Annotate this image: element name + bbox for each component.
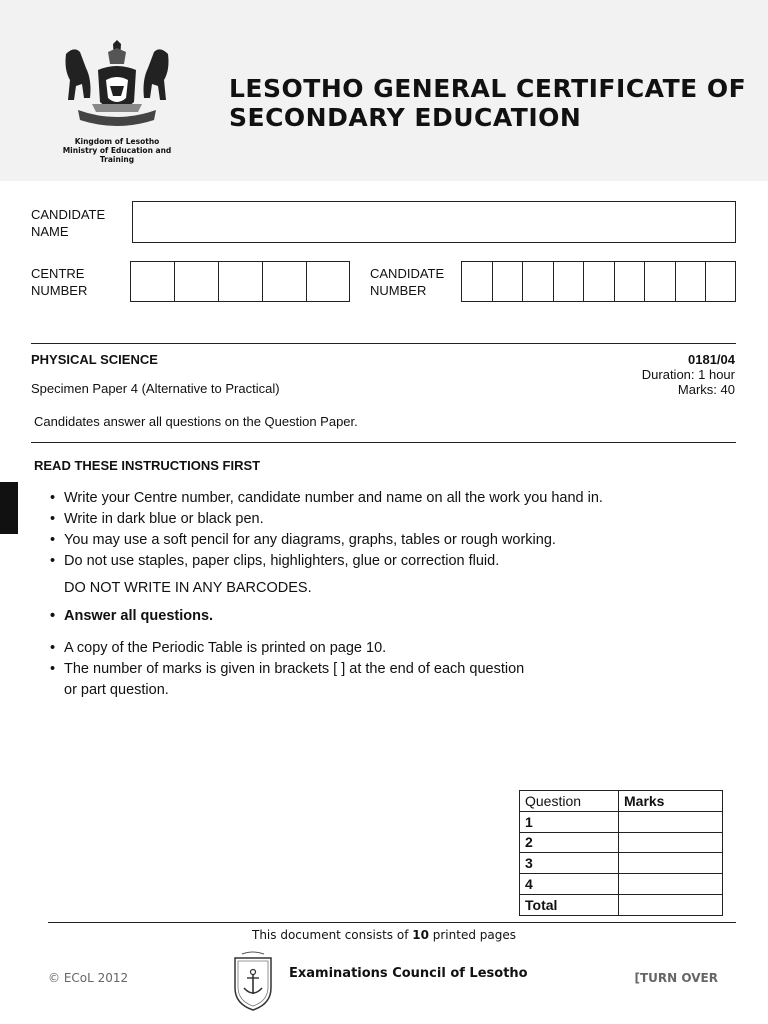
barcode-warning: DO NOT WRITE IN ANY BARCODES. bbox=[64, 580, 312, 596]
council-shield-icon bbox=[232, 950, 274, 1012]
bullet-icon: • bbox=[50, 661, 56, 677]
instruction-text: You may use a soft pencil for any diagrams, graphs, tables or rough working. bbox=[64, 532, 556, 548]
bullet-icon: • bbox=[50, 640, 56, 656]
crest-caption-ministry: Ministry of Education and Training bbox=[62, 146, 172, 164]
total-label: Total bbox=[520, 894, 619, 915]
page-count-suffix: printed pages bbox=[428, 928, 516, 942]
candidates-note: Candidates answer all questions on the Question Paper. bbox=[34, 414, 358, 429]
table-row bbox=[520, 894, 723, 915]
bullet-icon: • bbox=[50, 511, 56, 527]
candidate-digit-box[interactable] bbox=[676, 262, 707, 301]
centre-number-label-line2: NUMBER bbox=[31, 283, 88, 298]
bullet-icon: • bbox=[50, 490, 56, 506]
table-row bbox=[520, 832, 723, 853]
list-item bbox=[50, 606, 730, 627]
subject-title: PHYSICAL SCIENCE bbox=[31, 352, 158, 367]
list-item bbox=[50, 488, 730, 509]
marks-column-header: Marks bbox=[619, 791, 723, 812]
marks-cell[interactable] bbox=[619, 853, 723, 874]
marks-cell[interactable] bbox=[619, 894, 723, 915]
instruction-text: Write in dark blue or black pen. bbox=[64, 511, 264, 527]
centre-digit-box[interactable] bbox=[219, 262, 263, 301]
candidate-digit-box[interactable] bbox=[645, 262, 676, 301]
table-row bbox=[520, 811, 723, 832]
duration: Duration: 1 hour bbox=[641, 367, 735, 382]
bullet-icon: • bbox=[50, 553, 56, 569]
question-number: 3 bbox=[520, 853, 619, 874]
table-row bbox=[520, 874, 723, 895]
marks-cell[interactable] bbox=[619, 874, 723, 895]
question-number: 1 bbox=[520, 811, 619, 832]
coat-of-arms-icon bbox=[58, 40, 176, 136]
copyright: © ECoL 2012 bbox=[48, 971, 129, 985]
centre-digit-box[interactable] bbox=[175, 262, 219, 301]
turn-over: [TURN OVER bbox=[634, 971, 718, 985]
candidate-number-label-line2: NUMBER bbox=[370, 283, 427, 298]
divider bbox=[31, 442, 736, 443]
page-count: 10 bbox=[412, 928, 429, 942]
candidate-name-label bbox=[31, 206, 105, 240]
question-column-header: Question bbox=[520, 791, 619, 812]
divider bbox=[31, 343, 736, 344]
instructions-list-1 bbox=[50, 488, 730, 572]
candidate-digit-box[interactable] bbox=[706, 262, 735, 301]
candidate-digit-box[interactable] bbox=[615, 262, 646, 301]
instruction-continuation: or part question. bbox=[64, 682, 169, 698]
instructions-list-2 bbox=[50, 638, 730, 680]
table-row bbox=[520, 853, 723, 874]
centre-number-label bbox=[31, 265, 87, 299]
candidate-name-label-line2: NAME bbox=[31, 224, 69, 239]
total-marks: Marks: 40 bbox=[677, 382, 735, 397]
instruction-text: A copy of the Periodic Table is printed on page 10. bbox=[64, 640, 387, 656]
candidate-number-field[interactable] bbox=[461, 261, 736, 302]
answer-all-text: Answer all questions. bbox=[64, 608, 214, 624]
candidate-digit-box[interactable] bbox=[462, 262, 493, 301]
marks-cell[interactable] bbox=[619, 832, 723, 853]
page-title bbox=[229, 74, 746, 132]
side-marker bbox=[0, 482, 18, 534]
instructions-heading: READ THESE INSTRUCTIONS FIRST bbox=[34, 458, 261, 473]
paper-code: 0181/04 bbox=[688, 352, 735, 367]
crest-caption-kingdom: Kingdom of Lesotho bbox=[74, 137, 160, 146]
page-count-prefix: This document consists of bbox=[252, 928, 413, 942]
bullet-icon: • bbox=[50, 608, 56, 624]
title-line-1: LESOTHO GENERAL CERTIFICATE OF bbox=[229, 74, 747, 103]
list-item bbox=[50, 509, 730, 530]
candidate-digit-box[interactable] bbox=[554, 262, 585, 301]
instruction-text: Do not use staples, paper clips, highlighters, glue or correction fluid. bbox=[64, 553, 500, 569]
candidate-digit-box[interactable] bbox=[584, 262, 615, 301]
instruction-text: Write your Centre number, candidate number and name on all the work you hand in. bbox=[64, 490, 603, 506]
candidate-digit-box[interactable] bbox=[493, 262, 524, 301]
instructions-list-answer bbox=[50, 606, 730, 627]
page-count-note bbox=[0, 928, 768, 942]
specimen-label: Specimen Paper 4 (Alternative to Practical) bbox=[31, 381, 280, 396]
candidate-name-label-line1: CANDIDATE bbox=[31, 207, 106, 222]
header-band bbox=[0, 0, 768, 181]
footer-divider bbox=[48, 922, 736, 923]
centre-digit-box[interactable] bbox=[307, 262, 349, 301]
instruction-text: The number of marks is given in brackets [ ] at the end of each question bbox=[64, 661, 525, 677]
marks-cell[interactable] bbox=[619, 811, 723, 832]
candidate-number-label-line1: CANDIDATE bbox=[370, 266, 445, 281]
centre-number-label-line1: CENTRE bbox=[31, 266, 85, 281]
bullet-icon: • bbox=[50, 532, 56, 548]
candidate-digit-box[interactable] bbox=[523, 262, 554, 301]
centre-digit-box[interactable] bbox=[263, 262, 307, 301]
candidate-number-label bbox=[370, 265, 444, 299]
candidate-name-field[interactable] bbox=[132, 201, 736, 243]
council-name: Examinations Council of Lesotho bbox=[289, 966, 528, 981]
centre-digit-box[interactable] bbox=[131, 262, 175, 301]
centre-number-field[interactable] bbox=[130, 261, 350, 302]
list-item bbox=[50, 659, 730, 680]
question-number: 2 bbox=[520, 832, 619, 853]
table-header-row bbox=[520, 791, 723, 812]
question-number: 4 bbox=[520, 874, 619, 895]
list-item bbox=[50, 551, 730, 572]
marks-table bbox=[519, 790, 723, 916]
list-item bbox=[50, 530, 730, 551]
title-line-2: SECONDARY EDUCATION bbox=[229, 103, 582, 132]
list-item bbox=[50, 638, 730, 659]
